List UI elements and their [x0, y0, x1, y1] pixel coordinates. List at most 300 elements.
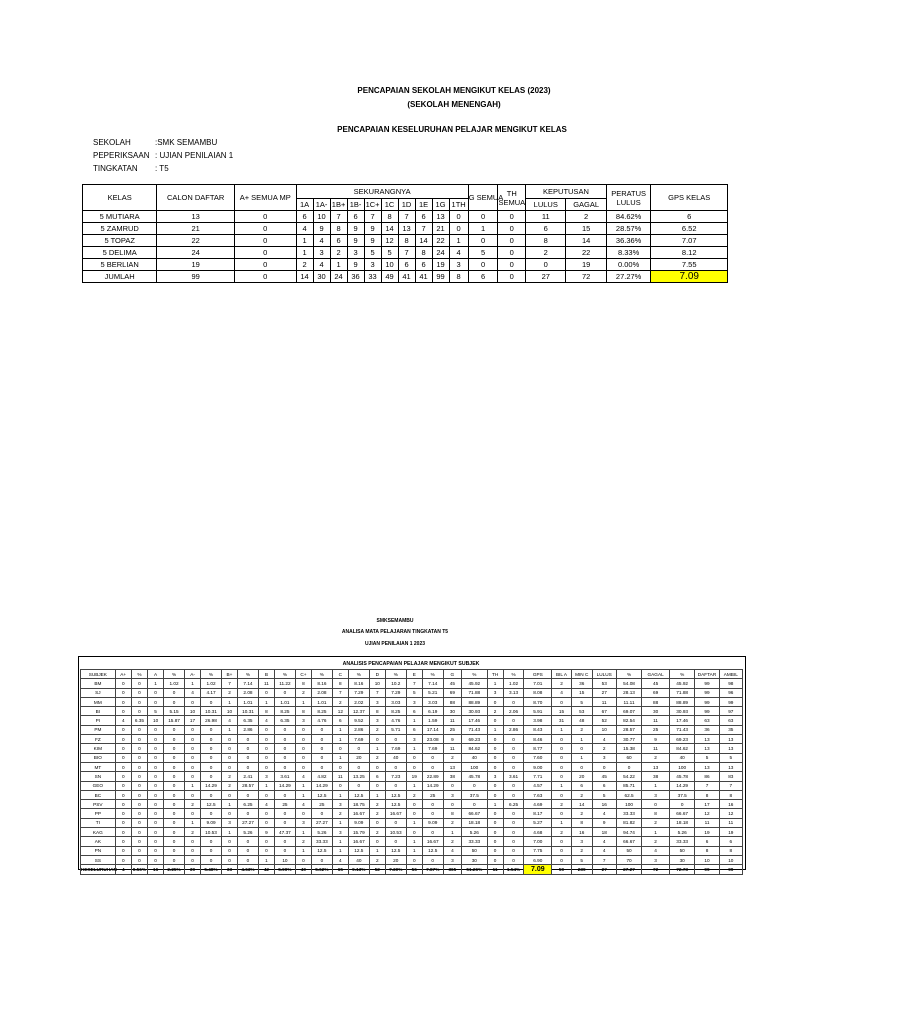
table-cell: 11 [487, 865, 503, 874]
table-cell: 2 [221, 781, 237, 790]
table-cell: 10 [381, 259, 398, 271]
table-cell: 20 [348, 753, 369, 762]
table-cell: 0 [487, 781, 503, 790]
table-cell: 4 [592, 735, 616, 744]
table-cell: 30.77 [616, 735, 641, 744]
table-cell: 0 [275, 735, 296, 744]
table-cell: 16 [148, 865, 164, 874]
table-cell: 9 [443, 735, 461, 744]
table-cell: 0 [131, 772, 147, 781]
table-cell: 9 [642, 735, 670, 744]
table-cell: 0 [131, 818, 147, 827]
subject-row [81, 762, 743, 771]
table-cell: 0 [131, 809, 147, 818]
table-cell: 0 [406, 762, 422, 771]
table-cell: 0 [164, 818, 185, 827]
table-cell: 7.09 [651, 271, 728, 283]
table-cell: 0 [131, 781, 147, 790]
table-cell: 0 [275, 725, 296, 734]
table-cell: 37.5 [669, 790, 694, 799]
table-cell: 10.31 [238, 707, 259, 716]
table-cell: 8.70 [524, 697, 552, 706]
table-cell: 2 [571, 846, 592, 855]
table-cell: 2 [369, 800, 385, 809]
table-cell: 0 [148, 837, 164, 846]
table-cell: 6 [296, 211, 313, 223]
table-cell: 8.43 [524, 725, 552, 734]
table-cell: 24 [157, 247, 235, 259]
table-cell: 84.62% [606, 211, 651, 223]
table-cell: 0 [422, 828, 443, 837]
table-cell: SS [81, 855, 116, 864]
table-cell: 19 [432, 259, 449, 271]
table-cell: 4 [258, 800, 274, 809]
table-cell: 88 [443, 697, 461, 706]
table-cell: 99 [695, 679, 719, 688]
table-cell: 14 [296, 271, 313, 283]
subject-row [81, 809, 743, 818]
table-cell: 3 [449, 259, 468, 271]
table-cell: 27.27 [238, 818, 259, 827]
column-header: SUBJEK [81, 670, 116, 679]
table-cell: 0 [164, 744, 185, 753]
column-header: MIN C [571, 670, 592, 679]
table-cell: 1 [406, 818, 422, 827]
table-cell: 12 [332, 707, 348, 716]
table-cell: 36.36% [606, 235, 651, 247]
table-cell: 15 [571, 688, 592, 697]
table-cell: 25 [642, 725, 670, 734]
table-cell: 0 [462, 800, 487, 809]
table-cell: 0 [503, 697, 524, 706]
table-cell: 3 [571, 837, 592, 846]
table-cell: 1 [449, 235, 468, 247]
table-cell: 2 [642, 818, 670, 827]
table-cell: 71.88 [669, 688, 694, 697]
table-cell: 1 [369, 790, 385, 799]
table-cell: 13 [719, 744, 742, 753]
table-cell: 9 [347, 235, 364, 247]
table-cell: 8.16 [311, 679, 332, 688]
table-cell: 1.59 [422, 716, 443, 725]
table-cell: 7 [330, 211, 347, 223]
table-cell: 1 [406, 837, 422, 846]
table-cell: 8.25 [311, 707, 332, 716]
table-cell: 7 [364, 211, 381, 223]
table-cell: 12 [381, 235, 398, 247]
table-cell: 8 [449, 271, 468, 283]
table-cell: 22.89 [422, 772, 443, 781]
table-cell: 5 [695, 753, 719, 762]
table-cell: 6 [415, 259, 432, 271]
table-cell: PN [81, 846, 116, 855]
table-cell: 50 [616, 846, 641, 855]
table-cell: 0 [115, 753, 131, 762]
table-cell: 0 [503, 753, 524, 762]
table-cell: 4 [295, 772, 311, 781]
table-cell: 17 [184, 716, 200, 725]
table-cell: 14.29 [422, 781, 443, 790]
table-cell: 7 [398, 247, 415, 259]
header-kelas: KELAS [83, 185, 157, 211]
table-cell: 8 [330, 223, 347, 235]
table-cell: 0 [552, 855, 572, 864]
table-cell: 0 [258, 837, 274, 846]
table-cell: 45 [592, 772, 616, 781]
table-cell: 0 [184, 744, 200, 753]
table-cell: 8 [258, 707, 274, 716]
table-cell: 11.11 [616, 697, 641, 706]
table-cell: 11 [592, 697, 616, 706]
table-cell: 0 [234, 259, 296, 271]
table-cell: 1 [487, 725, 503, 734]
table-cell: 9 [347, 223, 364, 235]
table-cell: 12.5 [385, 846, 406, 855]
table-cell: 0 [468, 259, 498, 271]
table-cell: 71.88 [462, 688, 487, 697]
table-cell: 0 [487, 790, 503, 799]
table-cell: 0 [642, 800, 670, 809]
table-cell: 20 [571, 772, 592, 781]
table-cell: 1 [487, 679, 503, 688]
column-header: A [148, 670, 164, 679]
table-cell: 17.14 [422, 725, 443, 734]
table-cell: 0 [164, 855, 185, 864]
table-cell: 36 [695, 725, 719, 734]
column-header: % [616, 670, 641, 679]
table-cell: 15.38 [616, 744, 641, 753]
table-cell: 6 [651, 211, 728, 223]
table-cell: 13 [695, 762, 719, 771]
table-cell: 9 [364, 223, 381, 235]
table-cell: 0 [258, 725, 274, 734]
table-cell: 56 [406, 865, 422, 874]
table-cell: 2 [369, 828, 385, 837]
column-header: B [258, 670, 274, 679]
table-cell: 10 [695, 855, 719, 864]
table-cell: 0 [311, 809, 332, 818]
table-cell: 0 [115, 846, 131, 855]
table-cell: 0 [131, 828, 147, 837]
table-cell: 2 [332, 697, 348, 706]
table-cell: 25 [422, 790, 443, 799]
table-cell: 0 [311, 735, 332, 744]
table-cell: 27.27 [311, 818, 332, 827]
table-cell: 2 [487, 707, 503, 716]
column-header: D [369, 670, 385, 679]
table-cell: BI [81, 707, 116, 716]
table-cell: 0 [406, 800, 422, 809]
table-cell: 8 [332, 679, 348, 688]
table-cell: 365 [443, 865, 461, 874]
table-cell: 40 [348, 855, 369, 864]
table-cell: 100 [669, 762, 694, 771]
table-cell: 0 [164, 781, 185, 790]
header-gps-kelas: GPS KELAS [651, 185, 728, 211]
table-cell: 3 [443, 790, 461, 799]
table-cell: 2 [571, 809, 592, 818]
table-cell: 0 [258, 809, 274, 818]
table-cell: 41 [415, 271, 432, 283]
table-cell: 7 [221, 679, 237, 688]
table-cell: 0 [115, 781, 131, 790]
table-cell: 3 [592, 753, 616, 762]
table-cell: 0 [258, 762, 274, 771]
table-cell: 0 [503, 735, 524, 744]
table-cell: 3 [258, 772, 274, 781]
table-cell: 0 [221, 735, 237, 744]
table-cell: 1 [332, 725, 348, 734]
table-cell: 10.53 [201, 828, 222, 837]
table-cell: 2 [552, 828, 572, 837]
table-cell: 1 [295, 790, 311, 799]
table-cell: 33.33 [311, 837, 332, 846]
table-cell: 0 [443, 800, 461, 809]
table-cell: 35 [719, 725, 742, 734]
table-cell: 1 [332, 837, 348, 846]
table-cell: 0 [295, 753, 311, 762]
table-cell: 0 [184, 846, 200, 855]
table-cell: 52 [369, 865, 385, 874]
table-cell: 2 [184, 800, 200, 809]
table-cell: 86 [695, 772, 719, 781]
table-cell: 0 [348, 781, 369, 790]
table-cell: 5 [406, 688, 422, 697]
table-cell: 0 [258, 818, 274, 827]
table-cell: 50 [462, 846, 487, 855]
table-cell: 0 [503, 809, 524, 818]
subject-row [81, 753, 743, 762]
table-cell: 1 [552, 818, 572, 827]
table-cell: 5.71 [385, 725, 406, 734]
table-cell: 1.54% [503, 865, 524, 874]
table-cell: 1 [552, 781, 572, 790]
table-cell: 2.08 [311, 688, 332, 697]
table-cell: 45.78 [462, 772, 487, 781]
table-cell: 41 [398, 271, 415, 283]
table-cell: 0 [221, 837, 237, 846]
table-cell: 0 [498, 247, 526, 259]
table-cell: AK [81, 837, 116, 846]
table-cell: 0 [275, 837, 296, 846]
table-cell: 6 [526, 223, 566, 235]
table-cell: 0 [238, 790, 259, 799]
table-cell: 0 [148, 809, 164, 818]
table-cell: 0 [184, 697, 200, 706]
table-cell: 0 [406, 809, 422, 818]
table-cell: 0 [487, 809, 503, 818]
table-cell: 4 [184, 688, 200, 697]
table-cell: 24 [330, 271, 347, 283]
table-cell: 5 [364, 247, 381, 259]
table-cell: 0 [164, 809, 185, 818]
table-cell: 5 BERLIAN [83, 259, 157, 271]
table-cell: 2 [369, 753, 385, 762]
table-cell: 0 [201, 744, 222, 753]
table-cell: 0 [148, 790, 164, 799]
table-cell: 14.29 [669, 781, 694, 790]
table-cell: 0 [164, 828, 185, 837]
table-cell: 13 [695, 735, 719, 744]
table-cell: 0 [571, 762, 592, 771]
column-header: % [275, 670, 296, 679]
table-cell: 10.31 [201, 707, 222, 716]
table-cell: 7.71 [524, 772, 552, 781]
table-cell: 3.13 [503, 688, 524, 697]
table-cell: 0 [201, 846, 222, 855]
table-cell: 0 [115, 697, 131, 706]
table-cell: 2 [571, 790, 592, 799]
table-cell: 6 [592, 781, 616, 790]
table-cell: 2.86 [503, 725, 524, 734]
table-cell: 40 [669, 753, 694, 762]
table-cell: 5.90% [275, 865, 296, 874]
table-cell: 63 [695, 716, 719, 725]
table-cell: 0 [148, 725, 164, 734]
table-cell: 2 [443, 753, 461, 762]
table-cell: 8 [719, 846, 742, 855]
table-cell: 0 [385, 818, 406, 827]
table-cell: 21 [157, 223, 235, 235]
table-cell: 0 [487, 744, 503, 753]
table-cell: 40 [295, 865, 311, 874]
table-cell: KAG [81, 828, 116, 837]
table-cell: 0 [115, 828, 131, 837]
table-cell: 3 [221, 818, 237, 827]
table-cell: 23.08 [422, 735, 443, 744]
table-cell: 25 [443, 725, 461, 734]
table-cell: 0 [332, 744, 348, 753]
table-cell: 0.56% [131, 865, 147, 874]
table-cell: FZ [81, 735, 116, 744]
table-cell: 9 [313, 223, 330, 235]
table-cell: 0 [443, 781, 461, 790]
table-cell: 22 [157, 235, 235, 247]
column-header: DAFTAR [695, 670, 719, 679]
table-cell: 0 [487, 837, 503, 846]
table-cell: 0 [487, 753, 503, 762]
table-cell: 2 [332, 809, 348, 818]
table-cell: 0 [238, 753, 259, 762]
table-cell: 7.69 [348, 735, 369, 744]
table-cell: 8 [381, 211, 398, 223]
table-cell: 0 [449, 223, 468, 235]
table-cell: 52 [592, 716, 616, 725]
table-cell: 18.18 [669, 818, 694, 827]
table-cell: 2 [296, 259, 313, 271]
table-cell: 0 [669, 800, 694, 809]
info-peperiksaan [93, 151, 233, 160]
table-cell: 0 [258, 846, 274, 855]
table-cell: 28.57 [616, 725, 641, 734]
table-cell: 9.09 [348, 818, 369, 827]
subheader-cell: 1D [398, 199, 415, 211]
table-cell: 7.09 [524, 865, 552, 874]
table-cell: 3 [487, 688, 503, 697]
class-row [83, 259, 728, 271]
table-cell: 4.57 [524, 781, 552, 790]
table-cell: 37.5 [462, 790, 487, 799]
table-cell: 11 [642, 744, 670, 753]
table-cell: 1.02 [201, 679, 222, 688]
table-cell: BIO [81, 753, 116, 762]
table-cell: 16 [571, 828, 592, 837]
table-cell: 0 [406, 855, 422, 864]
table-cell: 0 [552, 790, 572, 799]
table-cell: 7 [398, 211, 415, 223]
table-cell: 2.25% [164, 865, 185, 874]
table-cell: 0 [148, 688, 164, 697]
table-cell: 8 [571, 818, 592, 827]
table-cell: 12.5 [385, 800, 406, 809]
table-cell: 0 [332, 762, 348, 771]
table-cell: 9.52 [348, 716, 369, 725]
table-cell: 27 [592, 688, 616, 697]
table-cell: 0 [369, 735, 385, 744]
table-cell: 0 [115, 688, 131, 697]
table-cell: KESELURUHAN [81, 865, 116, 874]
subject-row [81, 846, 743, 855]
table-cell: 0 [131, 753, 147, 762]
table-cell: 3 [443, 855, 461, 864]
table-cell: 0 [115, 679, 131, 688]
table-cell: 11 [332, 772, 348, 781]
table-cell: 7 [415, 223, 432, 235]
table-cell: 3.61 [503, 772, 524, 781]
table-cell: 36 [571, 679, 592, 688]
subject-row [81, 818, 743, 827]
table-cell: 6 [406, 707, 422, 716]
table-cell: 0 [552, 772, 572, 781]
table-cell: 8 [526, 235, 566, 247]
table-cell: 0 [406, 753, 422, 762]
table-cell: 0 [311, 855, 332, 864]
table-cell: 19 [157, 259, 235, 271]
table-cell: 3 [295, 818, 311, 827]
table-cell: 0 [115, 800, 131, 809]
table-cell: 1 [330, 259, 347, 271]
table-cell: KIM [81, 744, 116, 753]
table-cell: 6.35 [131, 716, 147, 725]
table-cell: 0 [201, 790, 222, 799]
table-cell: 2 [592, 744, 616, 753]
subject-row [81, 735, 743, 744]
table-cell: 8 [398, 235, 415, 247]
table-cell: 0 [131, 725, 147, 734]
column-header: G [443, 670, 461, 679]
table-cell: 30.93 [462, 707, 487, 716]
table-cell: 9.13% [348, 865, 369, 874]
table-cell: 48 [571, 716, 592, 725]
table-cell: 12.5 [348, 790, 369, 799]
table-cell: 4 [592, 837, 616, 846]
total-row [83, 271, 728, 283]
table-cell: 0 [201, 809, 222, 818]
table-cell: 65 [332, 865, 348, 874]
table-cell: 2.02 [348, 697, 369, 706]
table-cell: 2 [369, 725, 385, 734]
table-cell: 7.00 [524, 837, 552, 846]
table-cell: 0 [148, 818, 164, 827]
table-cell: 7 [695, 781, 719, 790]
table-cell: 26.98 [201, 716, 222, 725]
table-cell: 14 [381, 223, 398, 235]
table-cell: PSV [81, 800, 116, 809]
table-cell: 6 [369, 772, 385, 781]
table-cell: TI [81, 818, 116, 827]
report-subtitle: (SEKOLAH MENENGAH) [407, 100, 501, 109]
subheader-cell: 1B+ [331, 200, 346, 209]
